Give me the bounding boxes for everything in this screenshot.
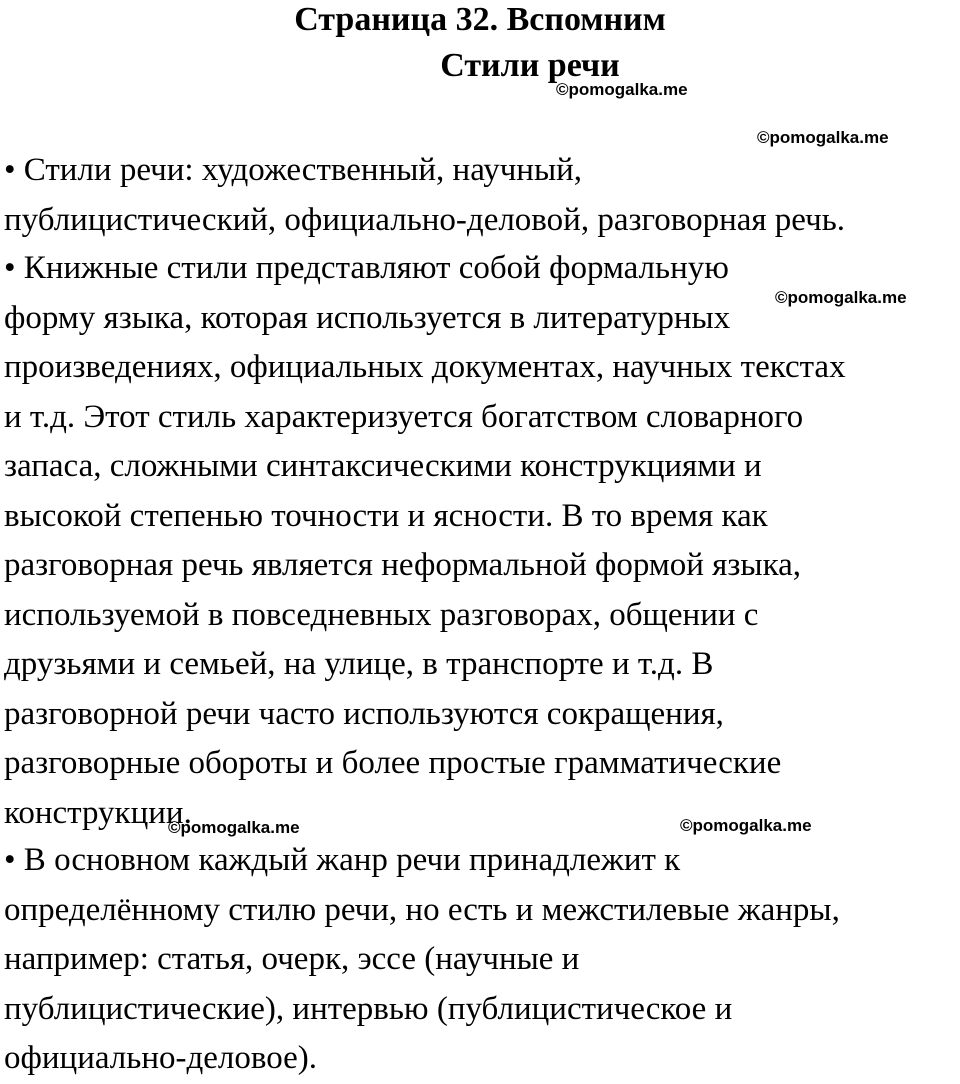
section-title: Стили речи <box>440 47 620 84</box>
paragraph-styles-list: • Стили речи: художественный, научный, публицистический, официально-деловой, разговорная речь. <box>4 152 846 238</box>
watermark: ©pomogalka.me <box>168 818 300 837</box>
watermark: ©pomogalka.me <box>680 816 812 835</box>
watermark: ©pomogalka.me <box>556 80 688 99</box>
paragraph-book-vs-colloquial: • Книжные стили представляют собой формальную форму языка, которая используется в литературных произведениях, официальных документах, научных текстах и т.д. Этот стиль характеризуется богатством словарного запаса, сложными синтаксическими конструкциями и высокой степенью точности и ясности. В то время как разговорная речь является неформальной формой языка, используемой в повседневных разговорах, общении с друзьями и семьей, на улице, в транспорте и т.д. В разговорной речи часто используются сокращения, разговорные обороты и более простые грамматические конструкции. <box>4 250 846 831</box>
paragraph-genres: • В основном каждый жанр речи принадлежит к определённому стилю речи, но есть и межстилевые жанры, например: статья, очерк, эссе (научные и публицистические), интервью (публицистическое и официально-деловое). <box>4 842 840 1076</box>
watermark: ©pomogalka.me <box>757 128 889 147</box>
watermark: ©pomogalka.me <box>775 288 907 307</box>
page-title: Страница 32. Вспомним <box>294 1 666 38</box>
